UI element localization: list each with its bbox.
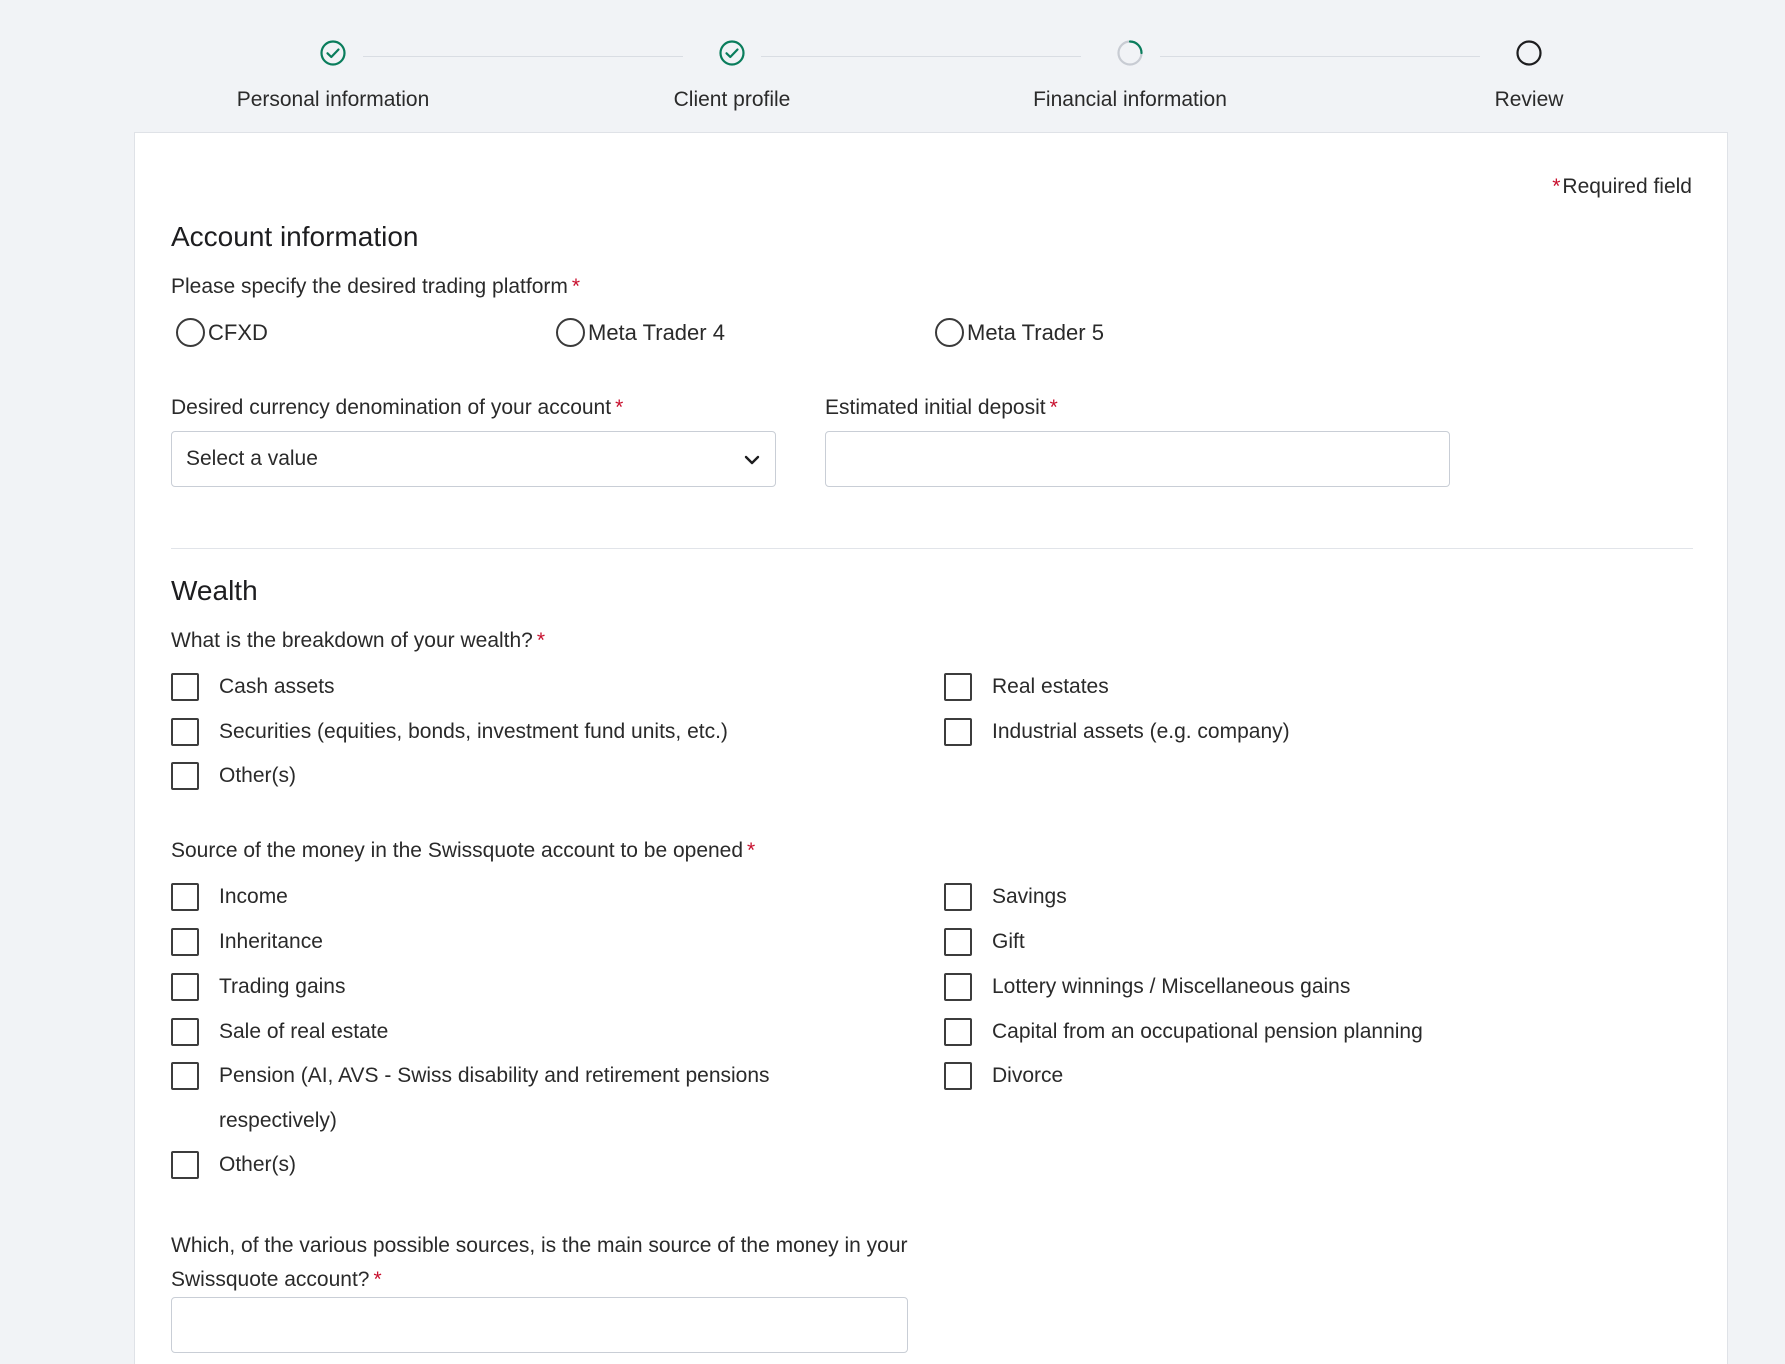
section-divider bbox=[171, 548, 1693, 549]
initial-deposit-input[interactable] bbox=[825, 431, 1450, 487]
step-personal-information[interactable] bbox=[173, 40, 493, 112]
deposit-label: Estimated initial deposit * bbox=[825, 396, 1058, 419]
step-label: Financial information bbox=[1033, 88, 1227, 111]
radio-meta-trader-4[interactable]: Meta Trader 4 bbox=[556, 318, 725, 347]
checkbox-icon[interactable] bbox=[944, 673, 972, 701]
checkbox-cash-assets[interactable]: Cash assets bbox=[171, 673, 335, 709]
step-label: Client profile bbox=[673, 88, 791, 111]
step-client-profile[interactable] bbox=[572, 40, 892, 112]
progress-stepper bbox=[0, 0, 1785, 132]
checkbox-icon[interactable] bbox=[171, 1151, 199, 1179]
checkbox-trading-gains[interactable]: Trading gains bbox=[171, 973, 345, 1009]
checkbox-icon[interactable] bbox=[944, 928, 972, 956]
checkbox-gift[interactable]: Gift bbox=[944, 928, 1025, 964]
checkbox-wealth-others[interactable]: Other(s) bbox=[171, 762, 296, 798]
financial-information-form bbox=[134, 132, 1728, 1364]
checkbox-divorce[interactable]: Divorce bbox=[944, 1062, 1063, 1098]
radio-icon[interactable] bbox=[176, 318, 205, 347]
check-circle-icon bbox=[719, 40, 745, 66]
radio-icon[interactable] bbox=[556, 318, 585, 347]
trading-platform-radio-group bbox=[176, 318, 1376, 354]
checkbox-pension-ai-avs[interactable]: Pension (AI, AVS - Swiss disability and retirement pensions respectively) bbox=[171, 1062, 791, 1143]
chevron-down-icon bbox=[743, 451, 761, 469]
step-review bbox=[1369, 40, 1689, 112]
checkbox-industrial-assets[interactable]: Industrial assets (e.g. company) bbox=[944, 718, 1290, 754]
checkbox-icon[interactable] bbox=[171, 928, 199, 956]
radio-icon[interactable] bbox=[935, 318, 964, 347]
check-circle-icon bbox=[320, 40, 346, 66]
checkbox-icon[interactable] bbox=[944, 718, 972, 746]
checkbox-icon[interactable] bbox=[171, 1062, 199, 1090]
main-source-input[interactable] bbox=[171, 1297, 908, 1353]
checkbox-icon[interactable] bbox=[944, 883, 972, 911]
checkbox-sale-of-real-estate[interactable]: Sale of real estate bbox=[171, 1018, 388, 1054]
wealth-heading: Wealth bbox=[171, 575, 258, 606]
currency-label: Desired currency denomination of your account * bbox=[171, 396, 624, 419]
checkbox-savings[interactable]: Savings bbox=[944, 883, 1067, 919]
checkbox-inheritance[interactable]: Inheritance bbox=[171, 928, 323, 964]
empty-circle-icon bbox=[1516, 40, 1542, 66]
main-source-label: Which, of the various possible sources, is the main source of the money in your Swissquote account? * bbox=[171, 1234, 908, 1291]
step-label: Review bbox=[1494, 88, 1564, 111]
checkbox-icon[interactable] bbox=[944, 1062, 972, 1090]
radio-meta-trader-5[interactable]: Meta Trader 5 bbox=[935, 318, 1104, 347]
checkbox-icon[interactable] bbox=[944, 973, 972, 1001]
currency-select[interactable]: Select a value bbox=[171, 431, 776, 487]
checkbox-icon[interactable] bbox=[171, 883, 199, 911]
money-source-label: Source of the money in the Swissquote account to be opened * bbox=[171, 839, 756, 862]
checkbox-income[interactable]: Income bbox=[171, 883, 288, 919]
checkbox-icon[interactable] bbox=[944, 1018, 972, 1046]
checkbox-real-estates[interactable]: Real estates bbox=[944, 673, 1109, 709]
checkbox-icon[interactable] bbox=[171, 762, 199, 790]
required-field-note: *Required field bbox=[1552, 175, 1692, 198]
checkbox-occupational-pension[interactable]: Capital from an occupational pension planning bbox=[944, 1018, 1423, 1054]
account-information-heading: Account information bbox=[171, 221, 419, 252]
step-financial-information bbox=[970, 40, 1290, 112]
checkbox-icon[interactable] bbox=[171, 1018, 199, 1046]
trading-platform-label: Please specify the desired trading platform * bbox=[171, 275, 581, 298]
checkbox-icon[interactable] bbox=[171, 973, 199, 1001]
checkbox-securities[interactable]: Securities (equities, bonds, investment fund units, etc.) bbox=[171, 718, 728, 754]
radio-cfxd[interactable]: CFXD bbox=[176, 318, 268, 347]
checkbox-source-others[interactable]: Other(s) bbox=[171, 1151, 296, 1187]
wealth-breakdown-label: What is the breakdown of your wealth? * bbox=[171, 629, 546, 652]
step-label: Personal information bbox=[236, 88, 430, 111]
progress-ring-icon bbox=[1117, 40, 1143, 66]
checkbox-icon[interactable] bbox=[171, 673, 199, 701]
checkbox-lottery-winnings[interactable]: Lottery winnings / Miscellaneous gains bbox=[944, 973, 1350, 1009]
checkbox-icon[interactable] bbox=[171, 718, 199, 746]
